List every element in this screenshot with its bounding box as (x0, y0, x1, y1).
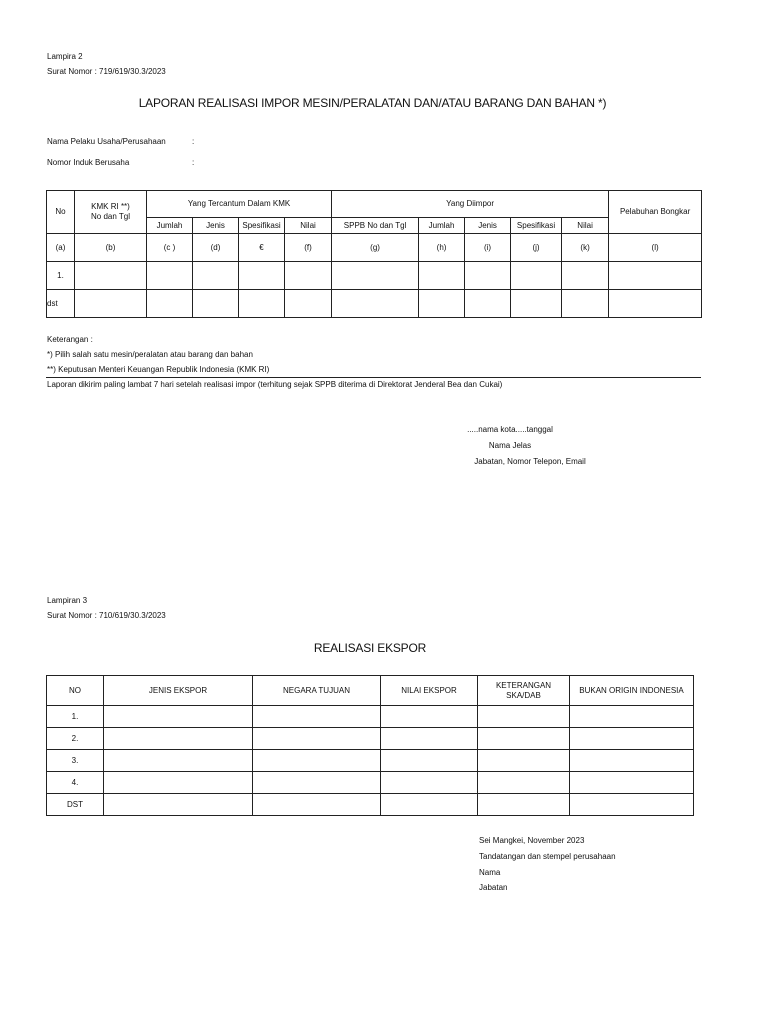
code-cell: (d) (193, 234, 239, 262)
header-no: NO (47, 676, 104, 706)
lampiran-label: Lampira 2 (47, 52, 83, 61)
signature-name: Nama (479, 868, 501, 877)
subheader-spesifikasi: Spesifikasi (511, 218, 562, 234)
code-cell: (h) (419, 234, 465, 262)
subheader-spesifikasi: Spesifikasi (239, 218, 285, 234)
code-cell: (k) (562, 234, 609, 262)
signature-position: Jabatan, Nomor Telepon, Email (474, 457, 586, 466)
subheader-nilai: Nilai (285, 218, 332, 234)
notes-heading: Keterangan : (47, 335, 93, 344)
code-cell: € (239, 234, 285, 262)
field-label-nama: Nama Pelaku Usaha/Perusahaan (47, 137, 166, 146)
surat-nomor: Surat Nomor : 710/619/30.3/2023 (47, 611, 166, 620)
header-keterangan: KETERANGAN SKA/DAB (478, 676, 570, 706)
header-bukan-origin: BUKAN ORIGIN INDONESIA (570, 676, 694, 706)
header-pelabuhan: Pelabuhan Bongkar (609, 191, 702, 234)
header-jenis-ekspor: JENIS EKSPOR (104, 676, 253, 706)
export-table (46, 675, 694, 816)
code-cell: (i) (465, 234, 511, 262)
row-number: 4. (47, 772, 104, 794)
code-cell: (a) (47, 234, 75, 262)
note-2: **) Keputusan Menteri Keuangan Republik Indonesia (KMK RI) (47, 365, 270, 374)
signature-place-date: .....nama kota.....tanggal (467, 425, 553, 434)
surat-nomor: Surat Nomor : 719/619/30.3/2023 (47, 67, 166, 76)
code-cell: (f) (285, 234, 332, 262)
header-kmk: KMK RI **) No dan Tgl (75, 191, 147, 234)
subheader-jumlah: Jumlah (147, 218, 193, 234)
header-nilai-ekspor: NILAI EKSPOR (381, 676, 478, 706)
signature-instruction: Tandatangan dan stempel perusahaan (479, 852, 616, 861)
page-title: REALISASI EKSPOR (313, 641, 427, 655)
subheader-jumlah: Jumlah (419, 218, 465, 234)
row-number: 1. (47, 262, 75, 290)
subheader-nilai: Nilai (562, 218, 609, 234)
import-table (46, 190, 702, 318)
divider (46, 377, 701, 378)
header-negara-tujuan: NEGARA TUJUAN (253, 676, 381, 706)
row-number: dst (47, 290, 75, 318)
code-cell: (j) (511, 234, 562, 262)
row-number: DST (47, 794, 104, 816)
code-cell: (c ) (147, 234, 193, 262)
header-group-diimpor: Yang Diimpor (332, 191, 609, 218)
code-cell: (g) (332, 234, 419, 262)
note-3: Laporan dikirim paling lambat 7 hari setelah realisasi impor (terhitung sejak SPPB diterima di Direktorat Jenderal Bea dan Cukai) (47, 380, 503, 389)
code-cell: (b) (75, 234, 147, 262)
row-number: 3. (47, 750, 104, 772)
header-group-kmk: Yang Tercantum Dalam KMK (147, 191, 332, 218)
signature-name: Nama Jelas (488, 441, 532, 450)
note-1: *) Pilih salah satu mesin/peralatan atau barang dan bahan (47, 350, 253, 359)
subheader-jenis: Jenis (193, 218, 239, 234)
subheader-jenis: Jenis (465, 218, 511, 234)
header-no: No (47, 191, 75, 234)
subheader-sppb: SPPB No dan Tgl (332, 218, 419, 234)
code-cell: (l) (609, 234, 702, 262)
row-number: 2. (47, 728, 104, 750)
row-number: 1. (47, 706, 104, 728)
field-sep: : (192, 137, 195, 146)
signature-place-date: Sei Mangkei, November 2023 (479, 836, 585, 845)
field-label-nib: Nomor Induk Berusaha (47, 158, 130, 167)
signature-position: Jabatan (479, 883, 508, 892)
lampiran-label: Lampiran 3 (47, 596, 88, 605)
field-sep: : (192, 158, 195, 167)
page-title: LAPORAN REALISASI IMPOR MESIN/PERALATAN DAN/ATAU BARANG DAN BAHAN *) (138, 96, 607, 110)
